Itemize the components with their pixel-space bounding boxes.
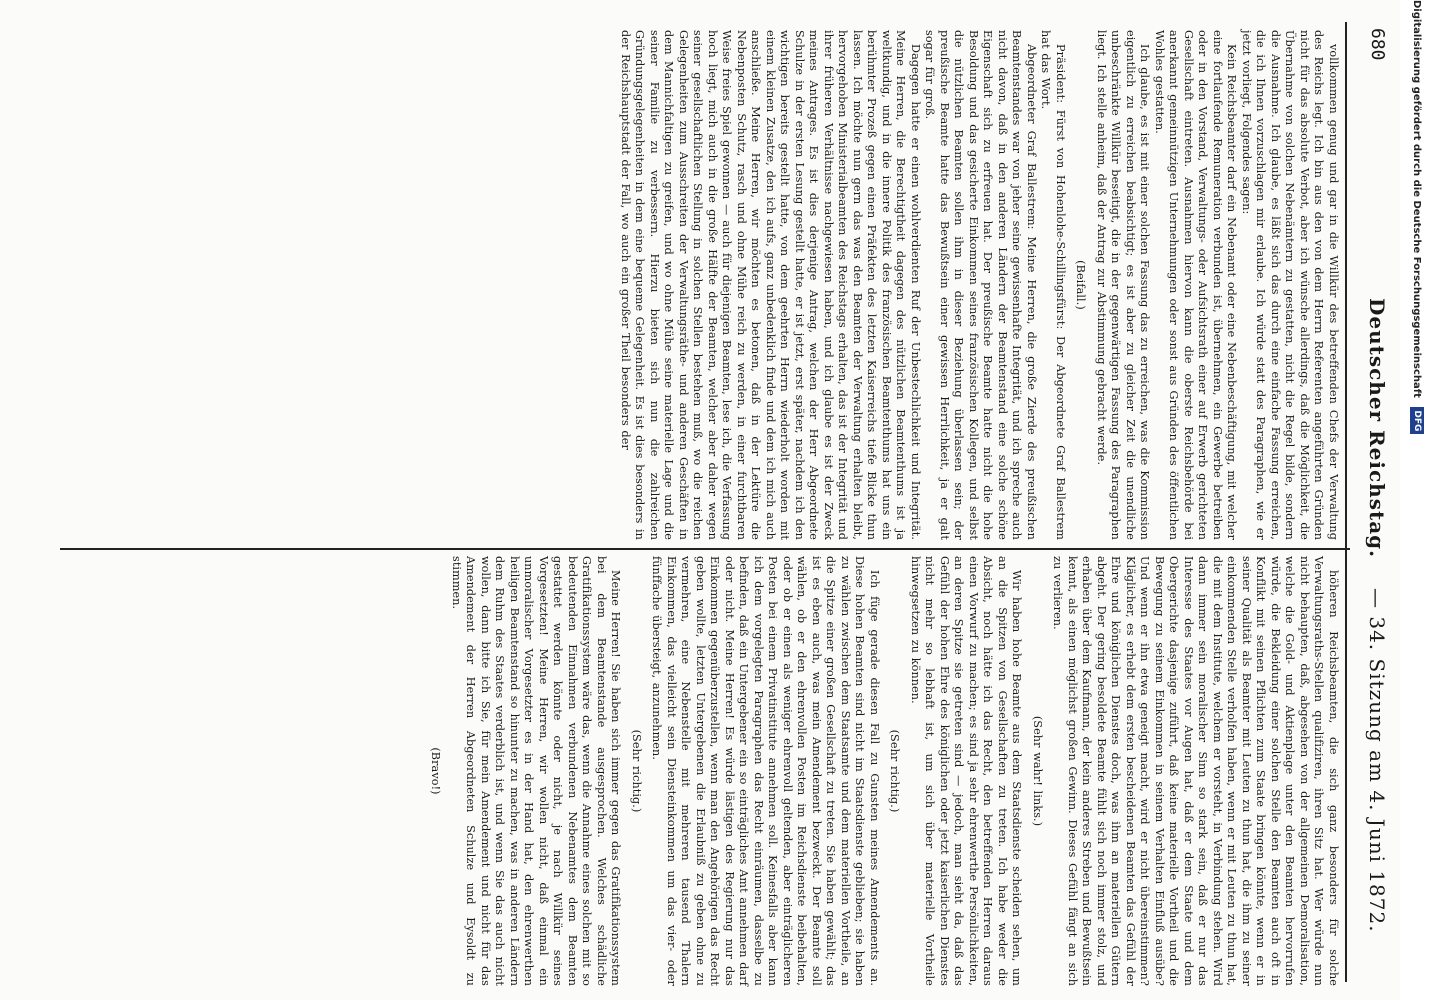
journal-title: Deutscher Reichstag. (1365, 298, 1389, 559)
digitization-credit (1404, 0, 1428, 1000)
paragraph: Abgeordneter Graf Ballestrem: Meine Herren, die große Zierde des preußischen Beamtenstandes war von jeher seine gewissenhafte Integrität, und ich spreche auch nicht davon, daß in den anderen Ländern der Beamtenstand eine solche schöne Eigenschaft sich zu erfreuen hat. Der preußische Beamte hatte nicht die hohe Besoldung und das gesicherte Einkommen seines französischen Kollegen, und selbst die nützlichen Beamten sollen ihm in dieser Beziehung überlassen sein; der preußische Beamte hatte das Bewußtsein einer gewissen Herrlichkeit, ja er galt sogar für groß. (923, 30, 1038, 540)
interjection: (Sehr wahr! links.) (1031, 715, 1044, 827)
interjection: (Beifall.) (1074, 260, 1088, 310)
paragraph: höheren Reichsbeamten, die sich ganz besonders für solche Verwaltungsraths-Stellen qualifiziren, ihren Sitz hat. Wer würde nun nicht behaupten, daß, abgesehen von der allgemeinen Demoralisation, welche die Gold- und Aktienplage unter den Beamten hervorrufen würde, die Bekleidung einer solchen Stelle den Beamten auch oft in Konflikt mit seinen Pflichten zum Staate bringen könnte, wenn er in seiner Qualität als Beamter mit Leuten zu thun hat, die ihm zu seiner einkommenden Stelle verholfen haben, wenn er mit Leuten zu thun hat, die mit dem Institute, welchem er vorsteht, in Verbindung stehen. Wird dann immer sein moralischer Sinn so stark sein, daß er nur das Interesse des Staates vor Augen hat, daß er dem Staate und dem Obergerichte dasjenige zuführt, daß keine materielle Vortheil und die Bewegung zu seinem Einkommen in seinem Verhalten Einfluß ausübe? Und wenn er ihn etwa geneigt macht, wird er nicht übereinstimmen? Kläglicher, es erhebt dem ersten bescheidenen Beamten das Gefühl der Ehre und königlichen Dienstes doch, was ihm an materiellen Gütern abgeht. Der gering besoldete Beamte fühlt sich noch immer stolz, und erhaben über dem Kaufmann, der kein anderes Streben und Bewußtsein kennt, als einen möglichst großen Gewinn. Dieses Gefühl fängt an sich zu verlieren. (1051, 556, 1340, 986)
page-number: 680 (1367, 28, 1388, 61)
dfg-logo: DFG (1410, 407, 1424, 434)
paragraph: Wir haben hohe Beamte aus dem Staatsdienste scheiden sehen, um an die Spitzen von Gesellschaften zu treten. Ich habe weder die Absicht, noch hätte ich das Recht, den betreffenden Herren daraus einen Vorwurf zu machen; es sind ja sehr ehrenwerthe Persönlichkeiten, an deren Spitze sie getreten sind — jedoch, man sieht da, daß das Gefühl der hohen Ehre des königlichen oder jetzt kaiserlichen Dienstes nicht mehr so lebhaft ist, um sich über materielle Vortheile hinwegsetzen zu können. (909, 556, 1024, 986)
paragraph: Meine Herren! Sie haben sich immer gegen das Gratifikationssystem bei dem Beamtenstande ausgesprochen. Welches schädliche Gratifikationssystem wäre das, wenn die Annahme eines solchen mit so bedeutenden Einnahmen verbundenen Nebenamtes dem Beamten gestattet werden könnte oder nicht, je nach Willkür seines Vorgesetzten! Meine Herren, wir wollen nicht, daß einmal ein unmoralischer Vorgesetzter es in der Hand hat, den ehrenwerthen heiligen Beamtenstand so hinunter zu machen, was in anderen Ländern dem Ruhm des Staates verderblich ist, und wenn Sie das auch nicht wollen, dann bitte ich Sie, für mein Amendement und nicht für das Amendement der Herren Abgeordneten Schulze und Eysoldt zu stimmen. (450, 556, 623, 986)
paragraph: Ich glaube, es ist mit einer solchen Fassung das zu erreichen, was die Kommission eigentlich zu erreichen beabsichtigt; es ist aber zu gleicher Zeit die unendliche unbeschränkte Willkür beseitigt, die in der gegenwärtigen Fassung des Paragraphen liegt. Ich stelle anheim, daß der Antrag zur Abstimmung gebracht werde. (1095, 30, 1152, 540)
paragraph: Ich füge gerade diesen Fall zu Gunsten meines Amendements an. Diese hohen Beamten sind nicht im Staatsdienste geblieben; sie haben zu wählen zwischen dem Staatsamte und dem materiellen Vortheile, an die Spitze einer großen Gesellschaft zu treten. Sie haben gewählt; das ist es eben auch, was mein Amendement bezweckt. Der Beamte soll wählen, ob er den ehrenvollen Posten im Reichsdienste beibehalten, oder ob er einen als weniger ehrenvoll geltenden, aber einträglicheren Posten bei einem Privatinstitute annehmen soll. Keinesfalls aber kann ich dem vorgelegten Paragraphen das Recht einräumen, dasselbe zu befinden, daß ein Untergebener ein so einträgliches Amt annehmen darf oder nicht. Meine Herren! Es würde lästigen des Regierung nur das Einkommen gegenüberzustellen, wenn man den Angehörigen das Recht geben wollte, letzten Untergebenen die Erlaubniß zu geben ohne zu vermehren, eine Nebenstelle mit mehreren tausend Thalern Einkommen, das vielleicht sein Diensteinkommen um das vier- oder fünffache übersteigt, anzunehmen. (650, 556, 881, 986)
paragraph: Kein Reichsbeamter darf ein Nebenamt oder eine Nebenbeschäftigung, mit welcher eine fortlaufende Remuneration verbunden ist, übernehmen, ein Gewerbe betreiben oder in den Vorstand, Verwaltungs- oder Aufsichtsrath einer auf Erwerb gerichteten Gesellschaft eintreten. Ausnahmen hiervon kann die oberste Reichsbehörde bei anerkannt gemeinnützigen Unternehmungen oder sonst aus Gründen des öffentlichen Wohles gestatten. (1153, 30, 1239, 540)
credit-text: Digitalisierung gefördert durch die Deutsche Forschungsgemeinschaft (1411, 0, 1422, 398)
speaker-paragraph: Präsident: Fürst von Hohenlohe-Schillingsfürst: Der Abgeordnete Graf Ballestrem hat das Wort. (1039, 30, 1067, 540)
session-info: — 34. Sitzung am 4. Juni 1872. (1365, 588, 1389, 933)
column-divider (60, 548, 1350, 550)
paragraph: vollkommen genug und gar in die Willkür des betreffenden Chefs der Verwaltung des Reichs legt. Ich bin aus den von dem Herrn Referenten angeführten Gründen nicht für das absolute Verbot, aber ich wünsche allerdings, daß die Möglichkeit, die Übernahme von solchen Nebenämtern zu gestatten, nicht die Regel bilde, sondern die Ausnahme. Ich glaube, es läßt sich das durch eine einfache Fassung erreichen, die ich Ihnen vorzuschlagen mir erlaube. Ich würde statt des Paragraphen, wie er jetzt vorliegt, Folgendes sagen: (1240, 30, 1340, 540)
text-column-right (50, 556, 1340, 986)
running-header (1362, 28, 1392, 988)
interjection: (Sehr richtig.) (888, 729, 902, 813)
interjection: (Sehr richtig.) (630, 729, 643, 813)
paragraph: Dagegen hatte er einen wohlverdienten Ruf der Unbestechlichkeit und Integrität. Meine Herren, die Berechtigtheit dagegen des nützlichen Beamtenthums ist ja weltkundig, und in die innere Politik des französischen Beamtenthums hat uns ein berühmter Prozeß gegen einen Präfekten des letzten Kaiserreichs tiefe Blicke thun lassen. Ich möchte nun gern das was den Beamten der Verwaltung erhalten bleibt, hervorgehoben Ministerialbeamten des Reichstags erhalten, das ist der Integrität und ihrer früheren Verhältnisse nachgewiesen haben, und ich glaube es ist der Zweck meines Antrages. Es ist dies derjenige Antrag, welchen der Herr Abgeordnete Schulze in der ersten Lesung gestellt hatte, er ist jetzt, erst später, nachdem ich den wichtigen bereits gestellt hatte, von dem geehrten Herrn wiederholt worden mit einem kleinen Zusatze, den ich aufs, ganz unbedenklich finde und dem ich mich auch anschließe. Meine Herren, wir möchten es betonen, daß in der Lektüre die Nebenposten Schutz, rasch und ohne Mühe reich zu werden, in einer furchtbaren Weise freies Spiel gewonnen — auch für diejenigen Beamten, lese ich, die Verfassung hoch liegt, mich auch in die große Hälfte der Beamten, welcher aber daher wegen seiner gesellschaftlichen Stellung in solchen Stellen bestehen muß, wo die reichen Gelegenheiten zum Ausschreiten der Verwaltungsräthe- und anderen Geschäften in dem Mannichfaltigen zu greifen, und wo ohne Mühe seine materielle Lage und die seiner Familie zu verbessern. Hierzu bieten sich nun die zahlreichen Gründungsgelegenheiten in dem eine bequeme Gelegenheit. Es ist dies besonders in der Reichshauptstadt der Fall, wo auch ein großer Theil besonders der (619, 30, 922, 540)
text-column-left (50, 30, 1340, 540)
header-rule (1345, 22, 1347, 982)
interjection: (Bravo!) (429, 747, 443, 795)
